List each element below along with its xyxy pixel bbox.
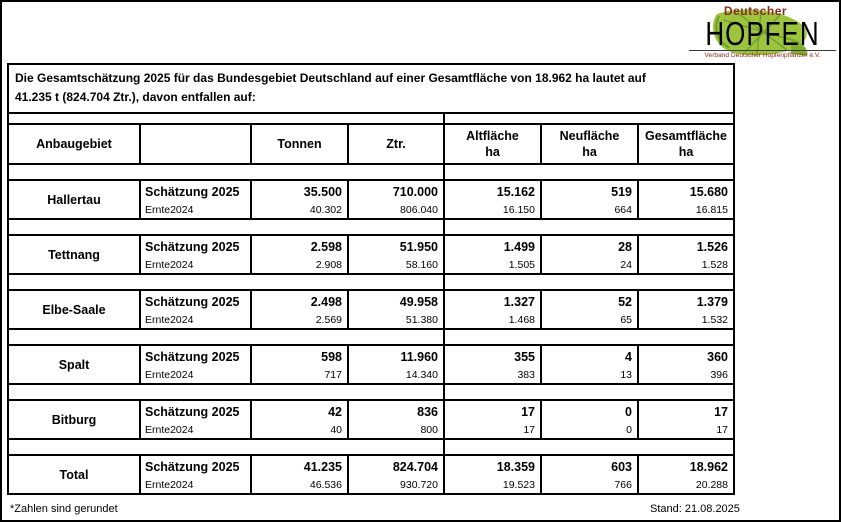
estimates-table [7,63,735,495]
value-cell [638,345,734,384]
summary-line-1: Die Gesamtschätzung 2025 für das Bundesgebiet Deutschland auf einer Gesamtfläche von 18.962 ha lautet auf [15,71,646,85]
summary-text [8,64,734,113]
value-cell [251,345,348,384]
spacer-row [8,164,734,180]
table-header-row [8,124,734,164]
harvest-value: 65 [620,314,632,327]
estimate-value: 1.327 [503,295,535,310]
date-stamp: Stand: 21.08.2025 [650,503,740,515]
region-row [8,235,734,274]
estimate-value: 41.235 [303,460,342,475]
value-cell [348,180,444,219]
harvest-value: 13 [620,369,632,382]
harvest-value: 51.380 [405,314,438,327]
harvest-value: 766 [614,479,632,492]
value-cell [444,455,541,494]
harvest-value: 930.720 [400,479,438,492]
spacer-row [8,219,734,235]
value-cell [638,235,734,274]
row-label-cell [140,180,251,219]
row-label-cell [140,290,251,329]
value-cell [638,400,734,439]
logo-hopfen-text: HOPFEN [705,14,820,53]
value-cell [444,235,541,274]
estimate-value: 824.704 [392,460,438,475]
estimate-value: 2.598 [310,240,342,255]
harvest-value: 2.569 [315,314,342,327]
harvest-value: 46.536 [309,479,342,492]
estimate-value: 1.526 [696,240,728,255]
estimate-value: 11.960 [400,350,438,365]
estimate-label: Schätzung 2025 [145,350,240,365]
harvest-value: 20.288 [695,479,728,492]
region-name: Elbe-Saale [8,290,140,329]
spacer-row [8,439,734,455]
value-cell [444,345,541,384]
row-label-cell [140,400,251,439]
row-label-cell [140,345,251,384]
harvest-label: Ernte2024 [145,259,194,272]
harvest-value: 40.302 [309,204,342,217]
value-cell [251,455,348,494]
estimate-value: 49.958 [399,295,438,310]
estimates-table-wrap [7,63,735,495]
harvest-value: 17 [716,424,728,437]
region-row [8,345,734,384]
column-header-neuflaeche: Neufläche ha [541,124,638,164]
estimate-label: Schätzung 2025 [145,240,240,255]
column-header-tonnen: Tonnen [251,124,348,164]
summary-row [8,64,734,113]
column-header-altflaeche: Altfläche ha [444,124,541,164]
estimate-value: 18.359 [496,460,535,475]
rounding-footnote: *Zahlen sind gerundet [10,503,118,515]
estimate-value: 15.680 [689,185,728,200]
row-label-cell [140,455,251,494]
harvest-value: 0 [626,424,632,437]
row-label-cell [140,235,251,274]
estimate-value: 355 [514,350,535,365]
estimate-label: Schätzung 2025 [145,460,240,475]
value-cell [541,400,638,439]
spacer-row [8,274,734,290]
harvest-value: 1.468 [508,314,535,327]
region-name: Spalt [8,345,140,384]
harvest-value: 1.505 [508,259,535,272]
harvest-value: 1.532 [701,314,728,327]
estimate-value: 18.962 [689,460,728,475]
value-cell [541,180,638,219]
value-cell [444,290,541,329]
estimate-value: 360 [707,350,728,365]
spacer-row [8,329,734,345]
estimate-value: 1.499 [503,240,535,255]
estimate-value: 28 [618,240,632,255]
column-header-anbaugebiet: Anbaugebiet [8,124,140,164]
estimate-value: 4 [625,350,632,365]
column-header-ztr: Ztr. [348,124,444,164]
harvest-value: 396 [710,369,728,382]
value-cell [348,455,444,494]
spacer-row [8,384,734,400]
harvest-value: 14.340 [405,369,438,382]
value-cell [638,180,734,219]
value-cell [251,235,348,274]
logo-deutscher-text: Deutscher [723,4,788,18]
region-row [8,400,734,439]
region-name: Total [8,455,140,494]
value-cell [638,455,734,494]
region-row [8,455,734,494]
column-header-gesamtflaeche: Gesamtfläche ha [638,124,734,164]
harvest-value: 16.150 [502,204,535,217]
value-cell [251,290,348,329]
harvest-value: 664 [614,204,632,217]
estimate-value: 17 [714,405,728,420]
harvest-label: Ernte2024 [145,479,194,492]
harvest-value: 806.040 [400,204,438,217]
value-cell [348,290,444,329]
harvest-value: 58.160 [405,259,438,272]
estimate-value: 519 [611,185,632,200]
value-cell [348,345,444,384]
estimate-value: 598 [321,350,342,365]
value-cell [541,290,638,329]
hopfen-logo [689,2,836,59]
value-cell [638,290,734,329]
region-name: Bitburg [8,400,140,439]
estimate-label: Schätzung 2025 [145,295,240,310]
harvest-value: 717 [324,369,342,382]
estimate-value: 0 [625,405,632,420]
harvest-value: 800 [420,424,438,437]
estimate-value: 2.498 [310,295,342,310]
value-cell [444,400,541,439]
harvest-label: Ernte2024 [145,204,194,217]
value-cell [541,345,638,384]
region-row [8,290,734,329]
value-cell [348,400,444,439]
value-cell [541,235,638,274]
harvest-value: 24 [620,259,632,272]
logo-subtitle-text: Verband Deutscher Hopfenpflanzer e.V. [689,50,836,59]
column-header-blank [140,124,251,164]
estimate-label: Schätzung 2025 [145,405,240,420]
value-cell [348,235,444,274]
estimate-label: Schätzung 2025 [145,185,240,200]
summary-line-2: 41.235 t (824.704 Ztr.), davon entfallen auf: [15,90,256,105]
harvest-value: 2.908 [315,259,342,272]
value-cell [541,455,638,494]
value-cell [444,180,541,219]
region-row [8,180,734,219]
value-cell [251,400,348,439]
harvest-value: 383 [517,369,535,382]
harvest-label: Ernte2024 [145,314,194,327]
estimate-value: 52 [618,295,632,310]
region-name: Hallertau [8,180,140,219]
harvest-value: 40 [330,424,342,437]
estimate-value: 1.379 [696,295,728,310]
harvest-value: 17 [523,424,535,437]
estimate-value: 603 [611,460,632,475]
harvest-value: 16.815 [695,204,728,217]
harvest-label: Ernte2024 [145,424,194,437]
harvest-value: 1.528 [701,259,728,272]
value-cell [251,180,348,219]
estimate-value: 17 [521,405,535,420]
harvest-value: 19.523 [502,479,535,492]
estimate-value: 710.000 [392,185,438,200]
estimate-value: 35.500 [303,185,342,200]
spacer-row [8,113,734,124]
estimates-table-body [8,64,734,494]
estimate-value: 15.162 [496,185,535,200]
estimate-value: 42 [328,405,342,420]
harvest-label: Ernte2024 [145,369,194,382]
region-name: Tettnang [8,235,140,274]
estimate-value: 836 [417,405,438,420]
estimate-value: 51.950 [399,240,438,255]
